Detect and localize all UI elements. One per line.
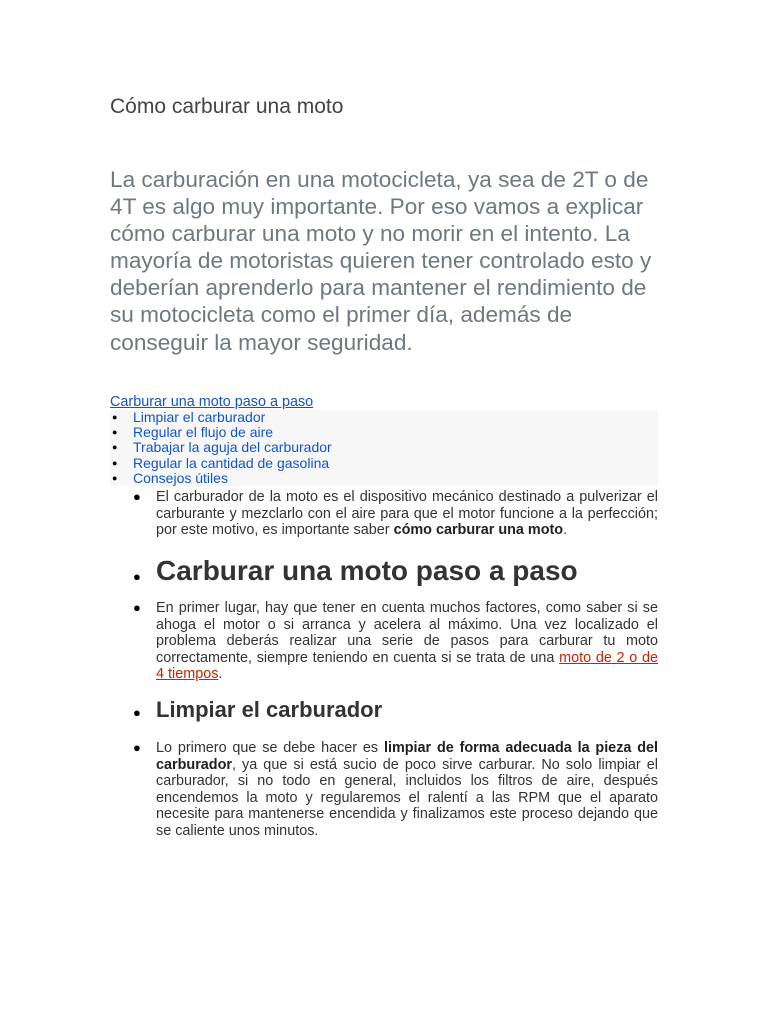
bullet-icon: ● (112, 412, 118, 422)
bullet-icon: ● (133, 569, 141, 584)
toc-item-label: Trabajar la aguja del carburador (133, 439, 332, 456)
list-item (133, 600, 658, 683)
moto-tiempos-link[interactable]: moto de 2 o de 4 tiempos (156, 649, 658, 683)
bullet-icon: ● (133, 600, 141, 615)
page-title: Cómo carburar una moto (110, 95, 344, 118)
toc-item-limpiar[interactable] (110, 410, 658, 425)
intro-paragraph: La carburación en una motocicleta, ya sea de 2T o de 4T es algo muy importante. Por eso vamos a explicar cómo carburar una moto y no morir en el intento. La mayoría de motoristas quieren tener controlado esto y deberían aprenderlo para mantener el rendimiento de su motocicleta como el primer día, además de conseguir la mayor seguridad. (110, 167, 652, 355)
bullet-icon: ● (133, 489, 141, 504)
list-item (133, 697, 658, 723)
section-heading-paso-a-paso: Carburar una moto paso a paso (156, 555, 578, 586)
bullet-icon: ● (112, 472, 118, 483)
list-item (133, 555, 658, 587)
bullet-icon: ● (112, 427, 118, 438)
bullet-icon: ● (112, 442, 118, 453)
bullet-icon: ● (133, 740, 141, 755)
toc-item-label: Regular la cantidad de gasolina (133, 454, 330, 471)
bullet-icon: ● (112, 457, 118, 468)
list-item (133, 489, 658, 539)
table-of-contents (110, 410, 658, 486)
toc-item-aguja[interactable] (110, 440, 658, 455)
toc-item-label: Consejos útiles (133, 469, 228, 486)
list-item (133, 740, 658, 840)
section-heading-limpiar: Limpiar el carburador (156, 697, 383, 722)
bullet-icon: ● (133, 705, 141, 720)
limpiar-paragraph: Lo primero que se debe hacer es limpiar de forma adecuada la pieza del carburador, ya que si está sucio de poco sirve carburar. No solo limpiar el carburador, si no todo en general, incluidos los filtros de aire, después encendemos la moto y regularemos el ralentí a las RPM que el aparato necesite para mantenerse encendida y finalizamos este proceso dejando que se caliente unos minutos. (156, 740, 658, 839)
toc-item-consejos[interactable] (110, 471, 658, 486)
toc-item-label: Regular el flujo de aire (133, 424, 274, 441)
toc-item-regular-aire[interactable] (110, 425, 658, 440)
toc-title-link[interactable]: Carburar una moto paso a paso (110, 394, 314, 410)
toc-item-gasolina[interactable] (110, 456, 658, 471)
primer-lugar-paragraph: En primer lugar, hay que tener en cuenta muchos factores, como saber si se ahoga el motor o si arranca y acelera al máximo. Una vez localizado el problema deberás realizar una serie de pasos para carburar tu moto correctamente, siempre teniendo en cuenta si se trata de una moto de 2 o de 4 tiempos. (156, 600, 658, 683)
toc-item-label: Limpiar el carburador (133, 409, 266, 425)
carburador-intro-paragraph: El carburador de la moto es el dispositivo mecánico destinado a pulverizar el carburante y mezclarlo con el aire para que el motor funcione a la perfección; por este motivo, es importante saber cómo carburar una moto. (156, 489, 658, 539)
